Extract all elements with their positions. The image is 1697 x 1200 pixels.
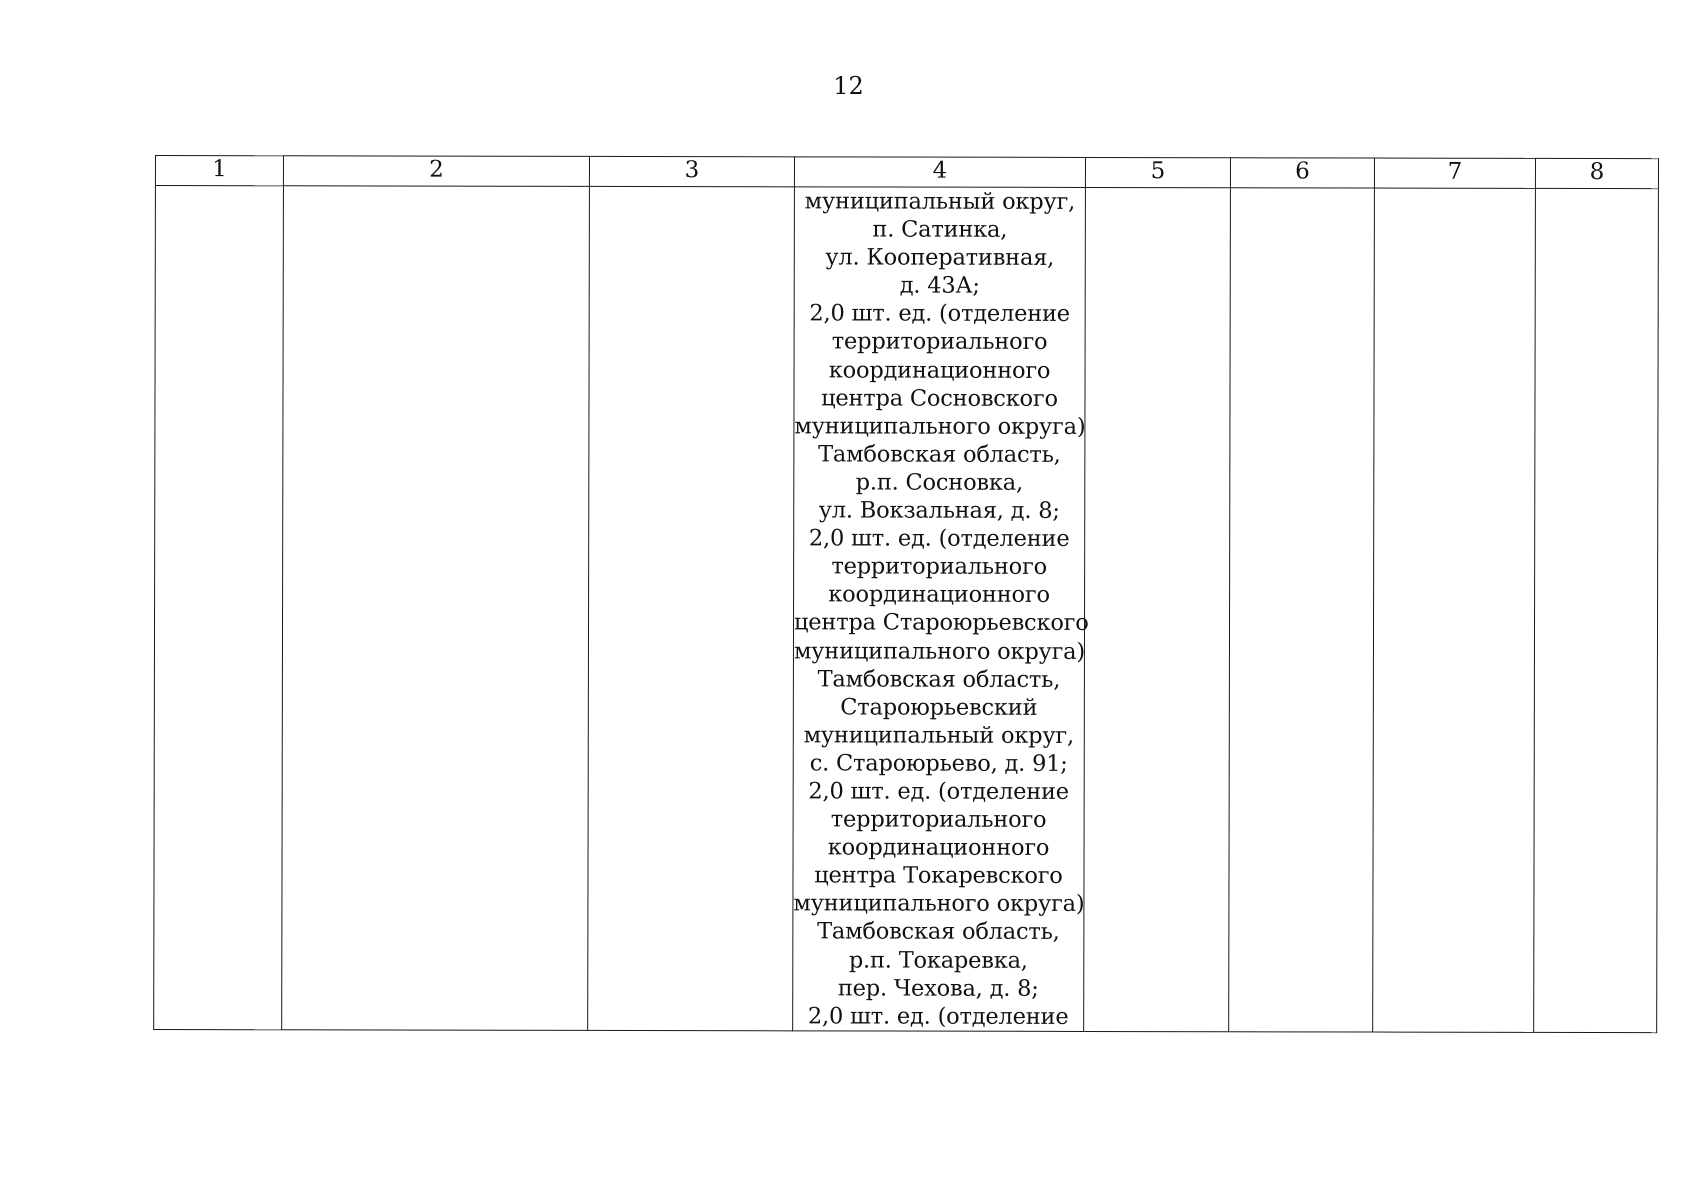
column-header-1: 1 bbox=[155, 156, 283, 186]
text-line: пер. Чехова, д. 8; bbox=[837, 975, 1039, 1002]
cell-col-2 bbox=[282, 186, 590, 1030]
text-line: муниципального округа) bbox=[793, 637, 1086, 665]
text-line: Тамбовская область, bbox=[817, 918, 1060, 946]
column-header-8: 8 bbox=[1535, 158, 1658, 188]
column-header-5: 5 bbox=[1085, 157, 1230, 187]
text-line: муниципального округа) bbox=[794, 413, 1086, 440]
text-line: Тамбовская область, bbox=[818, 441, 1061, 468]
column-header-4: 4 bbox=[794, 157, 1085, 188]
text-line: территориального bbox=[831, 553, 1047, 581]
text-line: Тамбовская область, bbox=[817, 665, 1061, 693]
text-line: р.п. Токаревка, bbox=[848, 946, 1028, 974]
text-line: территориального bbox=[831, 328, 1048, 356]
cell-col-5 bbox=[1084, 187, 1231, 1031]
text-line: координационного bbox=[827, 834, 1050, 862]
column-header-6: 6 bbox=[1230, 158, 1374, 188]
text-line: центра Сосновского bbox=[821, 385, 1058, 412]
address-text-block bbox=[793, 187, 1089, 1030]
cell-col-6 bbox=[1229, 188, 1375, 1032]
cell-col-8 bbox=[1534, 188, 1659, 1032]
text-line: центра Староюрьевского bbox=[793, 609, 1089, 637]
cell-col-7 bbox=[1373, 188, 1536, 1032]
text-line: 2,0 шт. ед. (отделение bbox=[807, 1003, 1069, 1030]
text-line: муниципальный округ, bbox=[804, 188, 1076, 215]
data-table bbox=[153, 155, 1659, 1033]
text-line: муниципальный округ, bbox=[803, 722, 1075, 749]
text-line: с. Староюрьево, д. 91; bbox=[809, 750, 1068, 777]
cell-col-3 bbox=[588, 186, 795, 1030]
text-line: 2,0 шт. ед. (отделение bbox=[808, 525, 1070, 553]
column-header-7: 7 bbox=[1374, 158, 1535, 188]
text-line: п. Сатинка, bbox=[872, 216, 1008, 243]
column-header-2: 2 bbox=[283, 156, 589, 187]
text-line: ул. Вокзальная, д. 8; bbox=[818, 497, 1060, 524]
text-line: координационного bbox=[828, 356, 1051, 384]
page-number: 12 bbox=[833, 72, 864, 100]
table-header-row bbox=[155, 156, 1658, 189]
text-line: центра Токаревского bbox=[814, 862, 1063, 890]
text-line: 2,0 шт. ед. (отделение bbox=[808, 778, 1069, 805]
table-row bbox=[154, 186, 1659, 1033]
cell-col-4 bbox=[793, 187, 1089, 1031]
text-line: координационного bbox=[828, 581, 1050, 609]
text-line: территориального bbox=[830, 806, 1047, 833]
text-line: р.п. Сосновка, bbox=[855, 469, 1023, 496]
text-line: 2,0 шт. ед. (отделение bbox=[809, 300, 1070, 328]
text-line: ул. Кооперативная, bbox=[825, 244, 1055, 272]
text-line: муниципального округа) bbox=[793, 890, 1085, 918]
cell-col-1 bbox=[154, 186, 284, 1030]
text-line: Староюрьевский bbox=[840, 694, 1038, 721]
column-header-3: 3 bbox=[589, 156, 794, 186]
text-line: д. 43А; bbox=[899, 272, 980, 300]
